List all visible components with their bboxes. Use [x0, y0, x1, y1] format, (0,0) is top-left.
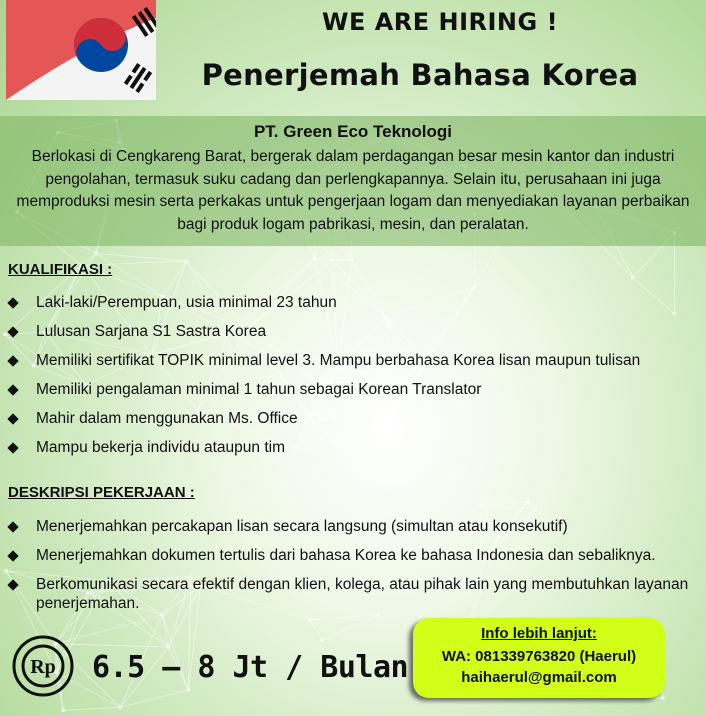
bullet-diamond-icon: [7, 297, 18, 308]
list-item: [8, 322, 704, 351]
job-description-list: [8, 517, 704, 623]
contact-heading: Info lebih lanjut:: [481, 625, 597, 642]
list-item-text: Menerjemahkan dokumen tertulis dari bahasa Korea ke bahasa Indonesia dan sebaliknya.: [36, 547, 656, 564]
list-item-text: Mampu bekerja individu ataupun tim: [36, 439, 285, 456]
list-item: [8, 409, 704, 438]
bullet-diamond-icon: [7, 326, 18, 337]
contact-box: [413, 618, 665, 698]
company-name: PT. Green Eco Teknologi: [253, 122, 453, 141]
list-item-text: Lulusan Sarjana S1 Sastra Korea: [36, 323, 267, 340]
list-item-text: Laki-laki/Perempuan, usia minimal 23 tahun: [36, 294, 337, 311]
list-item: [8, 380, 704, 409]
contact-email: haihaerul@gmail.com: [461, 669, 617, 686]
qualifications-list: [8, 293, 704, 467]
korea-flag-icon: [6, 0, 156, 100]
bullet-diamond-icon: [7, 579, 18, 590]
list-item-text: Mahir dalam menggunakan Ms. Office: [36, 410, 298, 427]
rupiah-logo-text: Rp: [30, 656, 56, 678]
bullet-diamond-icon: [7, 413, 18, 424]
bullet-diamond-icon: [7, 442, 18, 453]
rupiah-coin-icon: [12, 635, 74, 697]
bullet-diamond-icon: [7, 384, 18, 395]
list-item: [8, 517, 704, 536]
list-item: [8, 351, 704, 380]
list-item: [8, 546, 704, 565]
salary-range: 6.5 – 8 Jt / Bulan: [92, 650, 409, 685]
position-title: Penerjemah Bahasa Korea: [201, 58, 639, 92]
list-item: [8, 575, 704, 613]
list-item-text: Menerjemahkan percakapan lisan secara langsung (simultan atau konsekutif): [36, 518, 568, 535]
job-description-title: DESKRIPSI PEKERJAAN :: [8, 484, 195, 501]
list-item-text: Memiliki sertifikat TOPIK minimal level 3. Mampu berbahasa Korea lisan maupun tulisan: [36, 352, 641, 369]
bullet-diamond-icon: [7, 355, 18, 366]
list-item-text: Berkomunikasi secara efektif dengan klien, kolega, atau pihak lain yang membutuhkan layanan penerjemahan.: [36, 576, 689, 612]
list-item: [8, 293, 704, 322]
hiring-headline: WE ARE HIRING !: [321, 8, 559, 36]
company-description: Berlokasi di Cengkareng Barat, bergerak dalam perdagangan besar mesin kantor dan industri pengolahan, termasuk suku cadang dan perlengkapannya. Selain itu, perusahaan ini juga memproduksi mesin serta perkakas untuk pengerjaan logam dan menyediakan layanan perbaikan bagi produk logam pabrikasi, mesin, dan peralatan.: [16, 148, 690, 233]
contact-whatsapp: WA: 081339763820 (Haerul): [441, 648, 637, 665]
list-item-text: Memiliki pengalaman minimal 1 tahun sebagai Korean Translator: [36, 381, 482, 398]
list-item: [8, 438, 704, 467]
bullet-diamond-icon: [7, 550, 18, 561]
qualifications-title: KUALIFIKASI :: [8, 261, 113, 278]
bullet-diamond-icon: [7, 521, 18, 532]
